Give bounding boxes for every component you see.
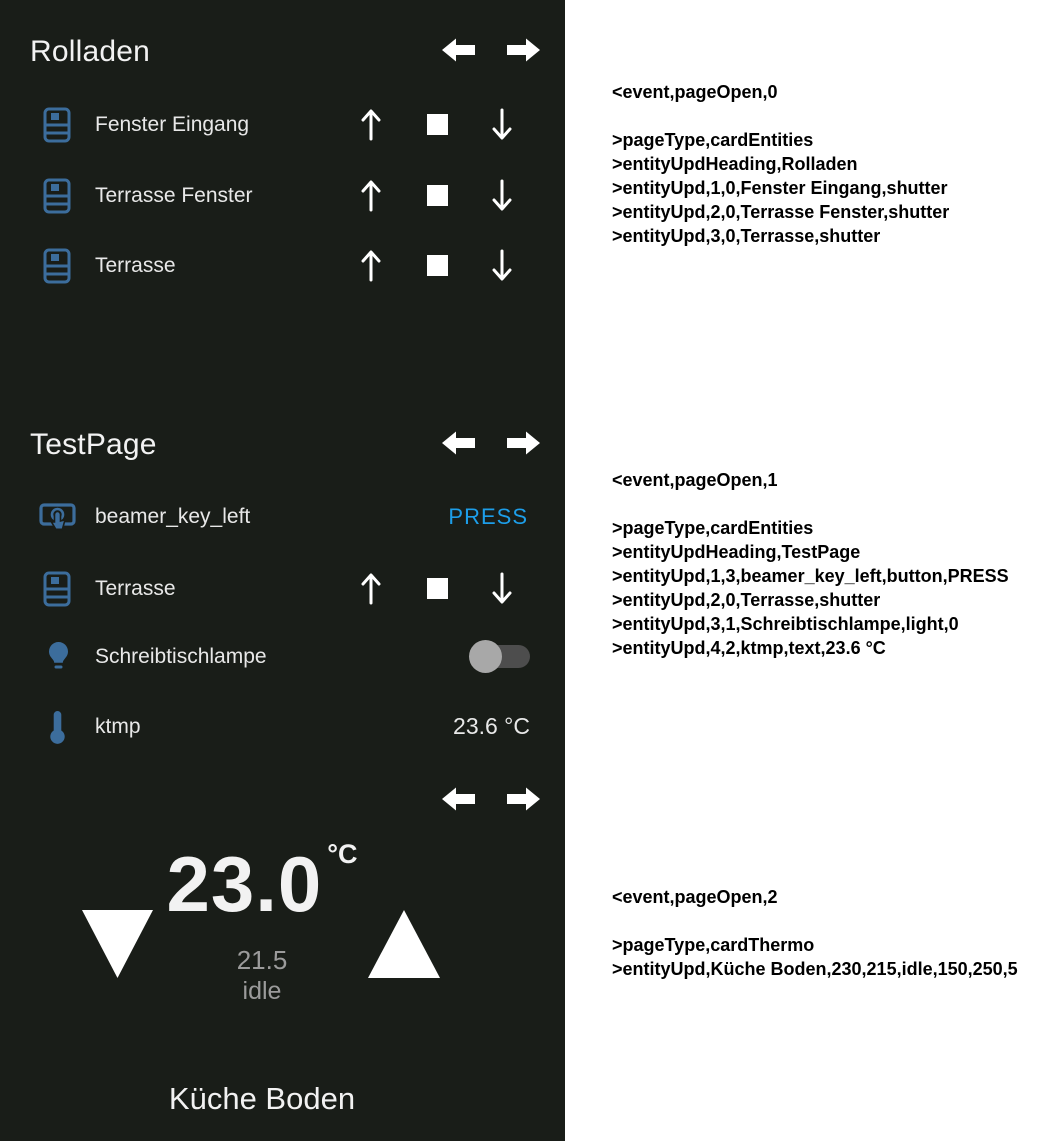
card-testpage bbox=[0, 410, 565, 765]
thermostat-state: idle bbox=[242, 977, 282, 1005]
entity-row bbox=[0, 691, 565, 762]
shutter-down-button[interactable] bbox=[491, 179, 513, 212]
shutter-up-button[interactable] bbox=[360, 572, 382, 605]
shutter-stop-button[interactable] bbox=[427, 185, 448, 206]
entity-label: Fenster Eingang bbox=[95, 113, 250, 136]
entity-label: Terrasse bbox=[95, 254, 176, 277]
entity-row bbox=[0, 481, 565, 552]
prev-page-arrow-icon[interactable] bbox=[440, 35, 477, 65]
log-line: >pageType,cardEntities bbox=[612, 130, 814, 150]
entity-label: Terrasse bbox=[95, 577, 176, 600]
press-button[interactable]: PRESS bbox=[448, 504, 528, 529]
log-event-line: <event,pageOpen,1 bbox=[612, 470, 778, 490]
prev-page-arrow-icon[interactable] bbox=[440, 784, 477, 814]
log-line: >entityUpdHeading,Rolladen bbox=[612, 154, 858, 174]
shutter-up-button[interactable] bbox=[360, 179, 382, 212]
entity-row bbox=[0, 230, 565, 301]
log-line: >entityUpd,1,0,Fenster Eingang,shutter bbox=[612, 178, 948, 198]
shutter-icon bbox=[43, 248, 71, 284]
page-title: TestPage bbox=[30, 428, 157, 461]
shutter-down-button[interactable] bbox=[491, 108, 513, 141]
toggle-knob bbox=[469, 640, 502, 673]
shutter-up-button[interactable] bbox=[360, 108, 382, 141]
log-line: >pageType,cardEntities bbox=[612, 518, 814, 538]
temperature-unit: °C bbox=[327, 839, 358, 869]
entity-label: beamer_key_left bbox=[95, 505, 251, 528]
log-line: >entityUpd,2,0,Terrasse Fenster,shutter bbox=[612, 202, 950, 222]
current-temperature-value: 23.0 bbox=[166, 840, 323, 928]
log-block-page0 bbox=[612, 80, 949, 248]
thermometer-icon bbox=[50, 710, 65, 744]
log-line: >entityUpdHeading,TestPage bbox=[612, 542, 861, 562]
shutter-icon bbox=[43, 178, 71, 214]
log-line: >entityUpd,1,3,beamer_key_left,button,PRESS bbox=[612, 566, 1009, 586]
log-line: >entityUpd,Küche Boden,230,215,idle,150,250,5 bbox=[612, 959, 1018, 979]
log-line: >pageType,cardThermo bbox=[612, 935, 815, 955]
card-thermo bbox=[0, 765, 565, 1141]
protocol-log bbox=[612, 0, 1045, 1141]
entity-label: Terrasse Fenster bbox=[95, 184, 253, 207]
entity-row bbox=[0, 553, 565, 624]
log-line: >entityUpd,3,0,Terrasse,shutter bbox=[612, 226, 881, 246]
log-line: >entityUpd,3,1,Schreibtischlampe,light,0 bbox=[612, 614, 959, 634]
shutter-icon bbox=[43, 571, 71, 607]
tap-button-icon bbox=[39, 501, 76, 534]
page-title: Rolladen bbox=[30, 35, 151, 68]
log-event-line: <event,pageOpen,0 bbox=[612, 82, 778, 102]
thermostat-name: Küche Boden bbox=[168, 1081, 356, 1116]
target-temperature: 21.5 bbox=[236, 945, 288, 975]
log-line: >entityUpd,2,0,Terrasse,shutter bbox=[612, 590, 881, 610]
next-page-arrow-icon[interactable] bbox=[505, 428, 542, 458]
log-event-line: <event,pageOpen,2 bbox=[612, 887, 778, 907]
card-rolladen bbox=[0, 0, 565, 410]
entity-row bbox=[0, 160, 565, 231]
shutter-icon bbox=[43, 107, 71, 143]
shutter-up-button[interactable] bbox=[360, 249, 382, 282]
prev-page-arrow-icon[interactable] bbox=[440, 428, 477, 458]
entity-label: Schreibtischlampe bbox=[95, 645, 267, 668]
next-page-arrow-icon[interactable] bbox=[505, 784, 542, 814]
shutter-down-button[interactable] bbox=[491, 249, 513, 282]
log-block-page2 bbox=[612, 885, 1018, 981]
shutter-stop-button[interactable] bbox=[427, 114, 448, 135]
lightbulb-icon bbox=[45, 640, 72, 673]
light-toggle-off[interactable] bbox=[469, 621, 530, 692]
entity-label: ktmp bbox=[95, 715, 141, 738]
log-line: >entityUpd,4,2,ktmp,text,23.6 °C bbox=[612, 638, 886, 658]
temperature-value: 23.6 °C bbox=[453, 713, 530, 739]
next-page-arrow-icon[interactable] bbox=[505, 35, 542, 65]
entity-row bbox=[0, 621, 565, 692]
shutter-down-button[interactable] bbox=[491, 572, 513, 605]
log-block-page1 bbox=[612, 468, 1009, 660]
entity-row bbox=[0, 89, 565, 160]
shutter-stop-button[interactable] bbox=[427, 578, 448, 599]
shutter-stop-button[interactable] bbox=[427, 255, 448, 276]
current-temperature bbox=[0, 839, 524, 928]
